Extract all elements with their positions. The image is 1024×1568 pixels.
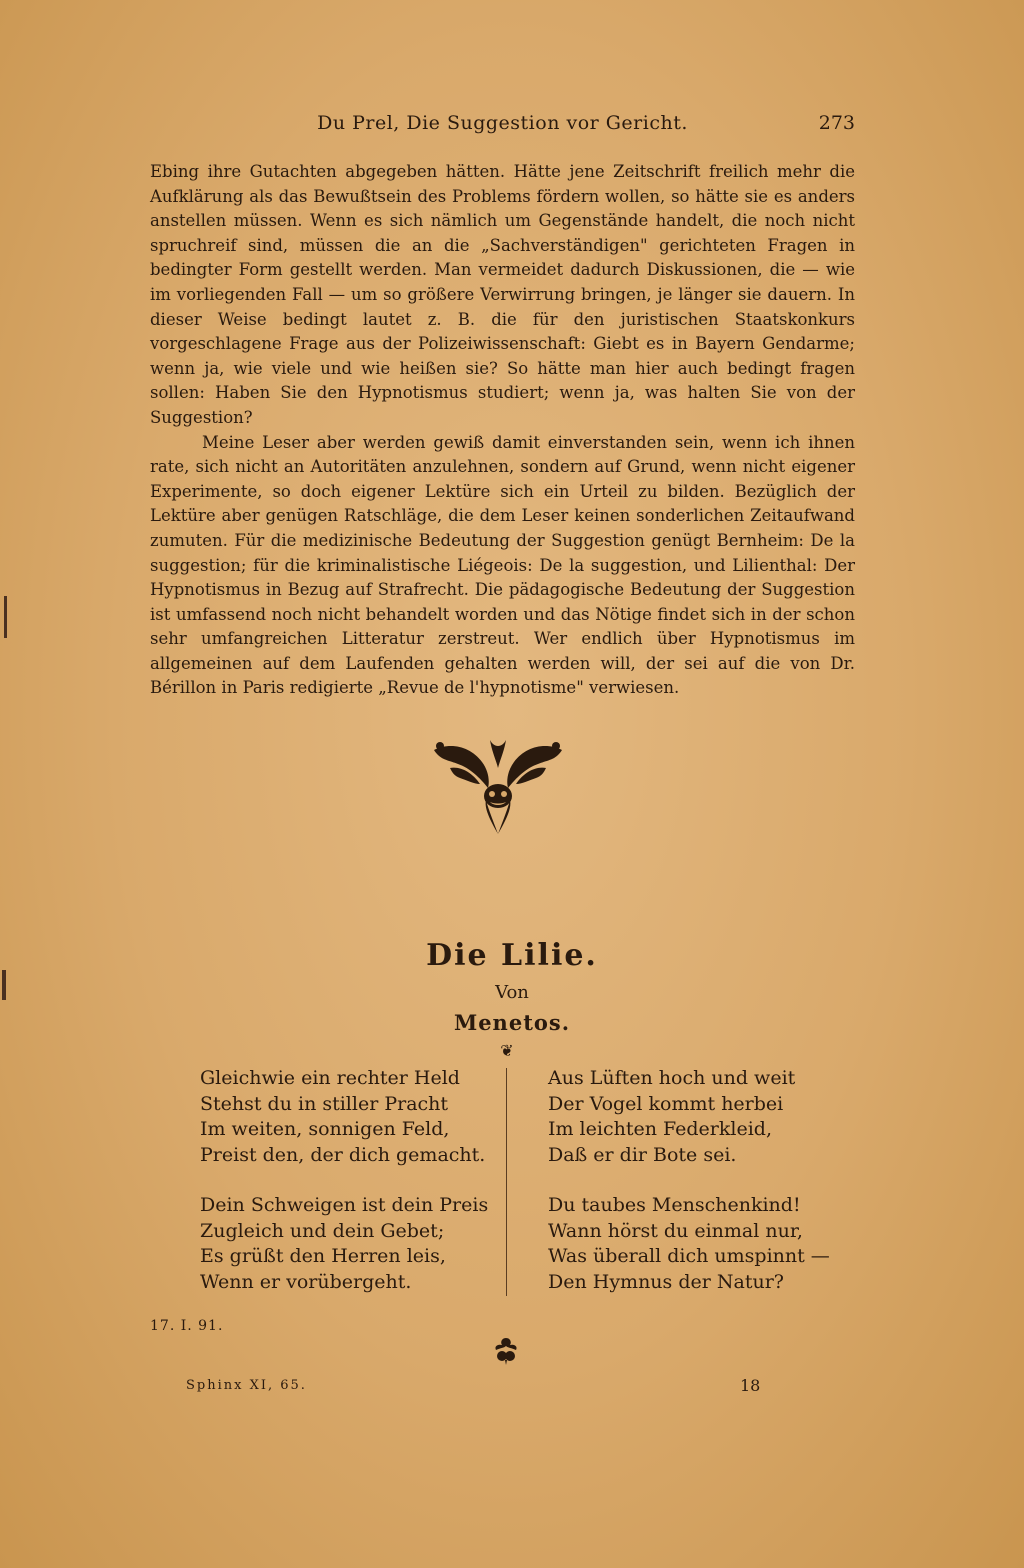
stanza bbox=[548, 1193, 838, 1295]
gathering-number: 18 bbox=[740, 1376, 761, 1395]
stanza bbox=[548, 1066, 838, 1168]
verse-line: Du taubes Menschenkind! bbox=[548, 1194, 801, 1216]
verse-line: Stehst du in stiller Pracht bbox=[200, 1092, 449, 1115]
stanza bbox=[200, 1066, 492, 1168]
poem-left-column bbox=[200, 1066, 492, 1320]
article-body bbox=[150, 160, 855, 701]
verse-line: Wann hörst du einmal nur, bbox=[548, 1219, 803, 1242]
ornamental-fleuron-icon bbox=[430, 738, 566, 836]
running-head bbox=[150, 112, 855, 142]
verse-line: Der Vogel kommt herbei bbox=[548, 1092, 784, 1115]
verse-line: Preist den, der dich gemacht. bbox=[200, 1143, 486, 1166]
verse-line: Dein Schweigen ist dein Preis bbox=[200, 1194, 489, 1216]
tailpiece-ornament-icon bbox=[490, 1336, 522, 1366]
running-title: Du Prel, Die Suggestion vor Gericht. bbox=[317, 112, 688, 134]
verse-line: Gleichwie ein rechter Held bbox=[200, 1067, 460, 1089]
verse-line: Im leichten Federkleid, bbox=[548, 1118, 772, 1140]
margin-speck bbox=[2, 970, 6, 1000]
verse-line: Im weiten, sonnigen Feld, bbox=[200, 1118, 450, 1140]
verse-line: Den Hymnus der Natur? bbox=[548, 1270, 784, 1293]
page-number: 273 bbox=[818, 112, 855, 134]
margin-speck bbox=[4, 596, 7, 638]
poem-title: Die Lilie. bbox=[426, 938, 598, 973]
column-divider bbox=[506, 1068, 507, 1296]
verse-line: Zugleich und dein Gebet; bbox=[200, 1219, 445, 1242]
verse-line: Daß er dir Bote sei. bbox=[548, 1143, 737, 1166]
poem-author: Menetos. bbox=[453, 1010, 571, 1035]
paragraph-1: Ebing ihre Gutachten abgegeben hätten. Hätte jene Zeitschrift freilich mehr die Aufklärung als das Bewußtsein des Problems fördern wollen, so hätte sie es anders anstellen müssen. Wenn es sich nämlich um Gegenstände handelt, die noch nicht spruchreif sind, müssen die an die „Sachverständigen" gerichteten Fragen in bedingter Form gestellt werden. Man vermeidet dadurch Diskussionen, die — wie im vorliegenden Fall — um so größere Verwirrung bringen, je länger sie dauern. In dieser Weise bedingt lautet z. B. die für den juristischen Staatskonkurs vorgeschlagene Frage aus der Polizeiwissenschaft: Giebt es in Bayern Gendarme; wenn ja, wie viele und wie heißen sie? So hätte man hier auch bedingt fragen sollen: Haben Sie den Hypnotismus studiert; wenn ja, was halten Sie von der Suggestion? bbox=[150, 162, 855, 427]
paragraph-2: Meine Leser aber werden gewiß damit einverstanden sein, wenn ich ihnen rate, sich nicht an Autoritäten anzulehnen, sondern auf Grund, wenn nicht eigener Experimente, so doch eigener Lektüre sich ein Urteil zu bilden. Bezüglich der Lektüre aber genügen Ratschläge, die dem Leser keinen sonderlichen Zeitaufwand zumuten. Für die medizinische Bedeutung der Suggestion genügt Bernheim: De la suggestion; für die kriminalistische Liégeois: De la suggestion, und Lilienthal: Der Hypnotismus in Bezug auf Strafrecht. Die pädagogische Bedeutung der Suggestion ist umfassend noch nicht behandelt worden und das Nötige findet sich in der schon sehr umfangreichen Litteratur zerstreut. Wer endlich über Hypnotismus im allgemeinen auf dem Laufenden gehalten werden will, der sei auf die von Dr. Bérillon in Paris redigierte „Revue de l'hypnotisme" verwiesen. bbox=[150, 432, 855, 698]
verse-line: Was überall dich umspinnt — bbox=[548, 1245, 830, 1267]
small-fleuron-icon: ❦ bbox=[500, 1041, 514, 1060]
verse-line: Aus Lüften hoch und weit bbox=[548, 1067, 796, 1089]
poem-right-column bbox=[548, 1066, 838, 1320]
stanza bbox=[200, 1193, 492, 1295]
verse-line: Es grüßt den Herren leis, bbox=[200, 1245, 446, 1267]
poem-by-line: Von bbox=[495, 982, 529, 1003]
poem-date: 17. I. 91. bbox=[150, 1318, 224, 1334]
signature-mark: Sphinx XI, 65. bbox=[186, 1378, 307, 1393]
verse-line: Wenn er vorübergeht. bbox=[200, 1270, 412, 1293]
